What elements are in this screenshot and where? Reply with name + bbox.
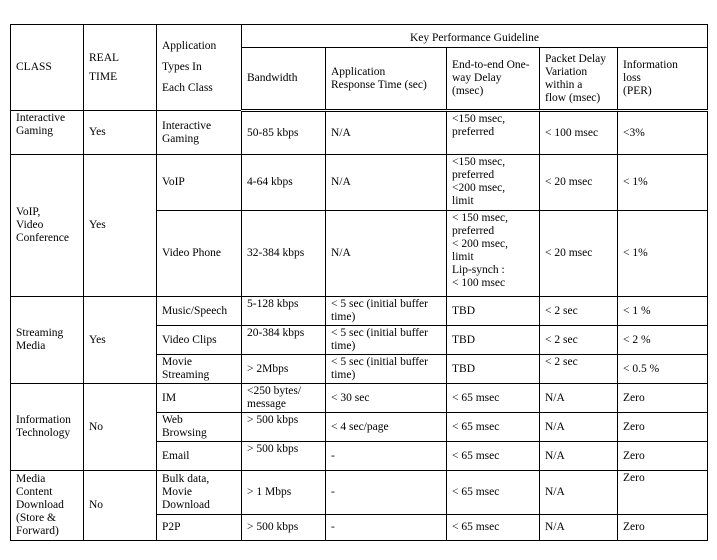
delay-cell: TBD — [447, 355, 540, 384]
delay-cell: < 65 msec — [447, 384, 540, 413]
bandwidth-cell: > 500 kbps — [242, 413, 326, 442]
bandwidth-cell: > 500 kbps — [242, 442, 326, 471]
loss-cell: Zero — [618, 442, 708, 471]
jitter-cell: < 20 msec — [540, 155, 618, 211]
jitter-cell: < 100 msec — [540, 111, 618, 155]
key-performance-table — [10, 24, 708, 541]
loss-cell: Zero — [618, 384, 708, 413]
header-delay-variation: Packet Delay Variation within a flow (msec) — [540, 48, 618, 111]
jitter-cell: N/A — [540, 384, 618, 413]
application-cell: P2P — [157, 515, 242, 541]
real-time-cell: No — [84, 471, 157, 541]
real-time-cell: Yes — [84, 297, 157, 384]
delay-cell: TBD — [447, 297, 540, 326]
header-one-way-delay: End-to-end One- way Delay (msec) — [447, 48, 540, 111]
response-cell: - — [326, 515, 447, 541]
header-response-time: Application Response Time (sec) — [326, 48, 447, 111]
header-application-types: Application Types In Each Class — [157, 25, 242, 111]
bandwidth-cell: <250 bytes/ message — [242, 384, 326, 413]
table-row — [11, 155, 708, 211]
loss-cell: < 2 % — [618, 326, 708, 355]
jitter-cell: N/A — [540, 471, 618, 515]
bandwidth-cell: > 2Mbps — [242, 355, 326, 384]
jitter-cell: N/A — [540, 515, 618, 541]
class-cell: Media Content Download (Store & Forward) — [11, 471, 84, 541]
loss-cell: < 1 % — [618, 297, 708, 326]
bandwidth-cell: 5-128 kbps — [242, 297, 326, 326]
application-cell: IM — [157, 384, 242, 413]
table-row — [11, 111, 708, 155]
loss-cell: Zero — [618, 413, 708, 442]
delay-cell: TBD — [447, 326, 540, 355]
class-cell: VoIP, Video Conference — [11, 155, 84, 297]
real-time-cell: Yes — [84, 111, 157, 155]
header-real-time: REAL TIME — [84, 25, 157, 111]
response-cell: < 30 sec — [326, 384, 447, 413]
application-cell: Bulk data, Movie Download — [157, 471, 242, 515]
delay-cell: < 65 msec — [447, 471, 540, 515]
jitter-cell: N/A — [540, 442, 618, 471]
jitter-cell: N/A — [540, 413, 618, 442]
class-cell: Information Technology — [11, 384, 84, 471]
table-row — [11, 384, 708, 413]
bandwidth-cell: 4-64 kbps — [242, 155, 326, 211]
delay-cell: < 65 msec — [447, 413, 540, 442]
loss-cell: <3% — [618, 111, 708, 155]
application-cell: Video Phone — [157, 211, 242, 297]
loss-cell: Zero — [618, 515, 708, 541]
header-key-performance-guideline: Key Performance Guideline — [242, 25, 708, 48]
table-row — [11, 471, 708, 515]
loss-cell: < 0.5 % — [618, 355, 708, 384]
application-cell: Email — [157, 442, 242, 471]
loss-cell: < 1% — [618, 155, 708, 211]
response-cell: - — [326, 471, 447, 515]
response-cell: < 5 sec (initial buffer time) — [326, 326, 447, 355]
response-cell: - — [326, 442, 447, 471]
real-time-cell: Yes — [84, 155, 157, 297]
application-cell: Video Clips — [157, 326, 242, 355]
class-cell: Interactive Gaming — [11, 111, 84, 155]
table-row — [11, 297, 708, 326]
response-cell: N/A — [326, 155, 447, 211]
application-cell: Music/Speech — [157, 297, 242, 326]
response-cell: < 5 sec (initial buffer time) — [326, 297, 447, 326]
jitter-cell: < 2 sec — [540, 355, 618, 384]
jitter-cell: < 2 sec — [540, 297, 618, 326]
response-cell: N/A — [326, 111, 447, 155]
header-class: CLASS — [11, 25, 84, 111]
application-cell: Movie Streaming — [157, 355, 242, 384]
header-information-loss: Information loss (PER) — [618, 48, 708, 111]
delay-cell: < 150 msec, preferred < 200 msec, limit Lip-synch : < 100 msec — [447, 211, 540, 297]
bandwidth-cell: > 1 Mbps — [242, 471, 326, 515]
real-time-cell: No — [84, 384, 157, 471]
response-cell: < 4 sec/page — [326, 413, 447, 442]
delay-cell: <150 msec, preferred — [447, 111, 540, 155]
jitter-cell: < 20 msec — [540, 211, 618, 297]
bandwidth-cell: 32-384 kbps — [242, 211, 326, 297]
bandwidth-cell: 50-85 kbps — [242, 111, 326, 155]
delay-cell: <150 msec, preferred <200 msec, limit — [447, 155, 540, 211]
response-cell: N/A — [326, 211, 447, 297]
jitter-cell: < 2 sec — [540, 326, 618, 355]
delay-cell: < 65 msec — [447, 442, 540, 471]
application-cell: Web Browsing — [157, 413, 242, 442]
loss-cell: < 1% — [618, 211, 708, 297]
application-cell: Interactive Gaming — [157, 111, 242, 155]
response-cell: < 5 sec (initial buffer time) — [326, 355, 447, 384]
delay-cell: < 65 msec — [447, 515, 540, 541]
header-bandwidth: Bandwidth — [242, 48, 326, 111]
class-cell: Streaming Media — [11, 297, 84, 384]
loss-cell: Zero — [618, 471, 708, 515]
bandwidth-cell: 20-384 kbps — [242, 326, 326, 355]
application-cell: VoIP — [157, 155, 242, 211]
bandwidth-cell: > 500 kbps — [242, 515, 326, 541]
